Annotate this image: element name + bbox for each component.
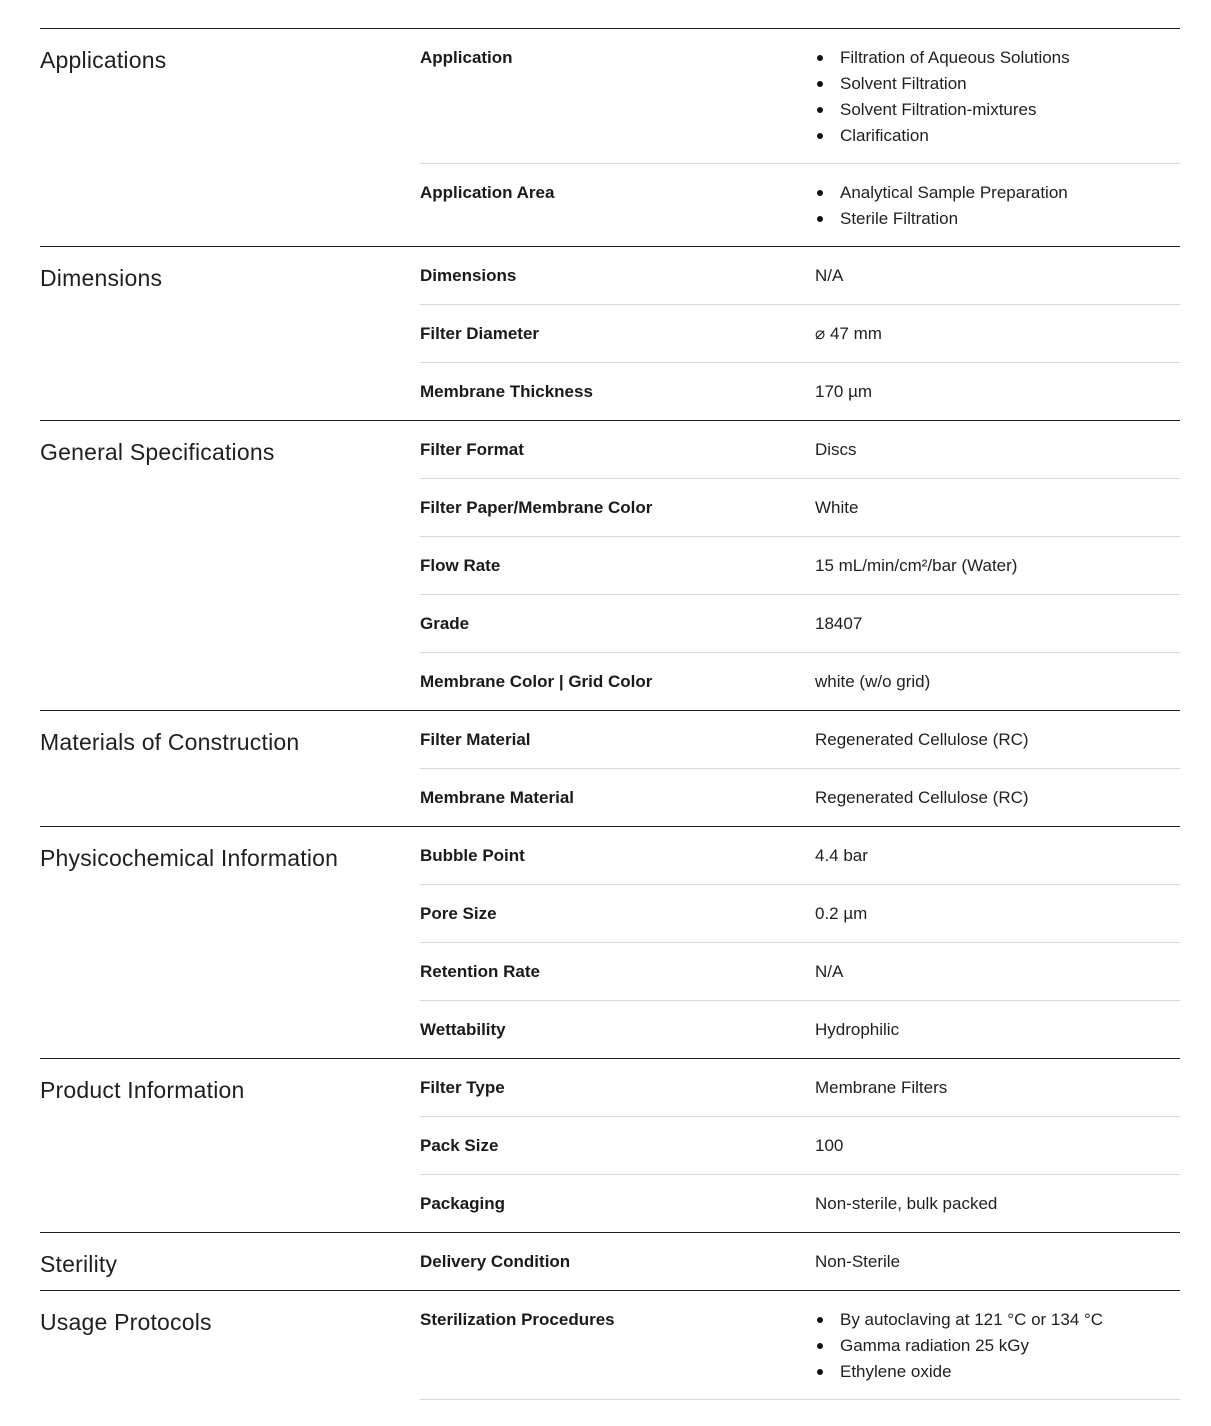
bullet-item: Solvent Filtration-mixtures xyxy=(815,97,1180,123)
spec-row-grade xyxy=(420,594,1180,652)
spec-value: Discs xyxy=(815,440,857,459)
spec-row-retention-rate xyxy=(420,942,1180,1000)
spec-label: Filter Format xyxy=(420,440,524,459)
section-rows xyxy=(420,29,1180,246)
spec-value: white (w/o grid) xyxy=(815,672,931,691)
spec-label: Dimensions xyxy=(420,266,517,285)
spec-value: Regenerated Cellulose (RC) xyxy=(815,788,1029,807)
spec-label: Pack Size xyxy=(420,1136,499,1155)
spec-row-sterilization-procedures xyxy=(420,1291,1180,1400)
specifications-table xyxy=(40,28,1180,1400)
spec-section-applications xyxy=(40,28,1180,246)
spec-row-packaging xyxy=(420,1174,1180,1232)
bullet-item: Analytical Sample Preparation xyxy=(815,180,1180,206)
section-rows xyxy=(420,1233,1180,1290)
spec-label: Application Area xyxy=(420,183,555,202)
spec-section-general-specifications xyxy=(40,420,1180,710)
bullet-item: By autoclaving at 121 °C or 134 °C xyxy=(815,1307,1180,1333)
bullet-item: Solvent Filtration xyxy=(815,71,1180,97)
spec-row-flow-rate xyxy=(420,536,1180,594)
section-rows xyxy=(420,1059,1180,1232)
section-rows xyxy=(420,711,1180,826)
spec-value: N/A xyxy=(815,962,844,981)
spec-section-dimensions xyxy=(40,246,1180,420)
spec-value: 18407 xyxy=(815,614,863,633)
spec-value-list xyxy=(815,48,1180,149)
bullet-item: Sterile Filtration xyxy=(815,206,1180,232)
spec-section-materials-of-construction xyxy=(40,710,1180,826)
spec-row-dimensions xyxy=(420,247,1180,304)
section-title: Dimensions xyxy=(40,265,163,291)
spec-row-delivery-condition xyxy=(420,1233,1180,1290)
spec-row-bubble-point xyxy=(420,827,1180,884)
spec-label: Packaging xyxy=(420,1194,506,1213)
spec-section-product-information xyxy=(40,1058,1180,1232)
section-title: Materials of Construction xyxy=(40,729,300,755)
spec-label: Flow Rate xyxy=(420,556,501,575)
section-rows xyxy=(420,827,1180,1058)
spec-row-wettability xyxy=(420,1000,1180,1058)
section-rows xyxy=(420,421,1180,710)
spec-label: Filter Paper/Membrane Color xyxy=(420,498,653,517)
spec-label: Bubble Point xyxy=(420,846,525,865)
bullet-item: Ethylene oxide xyxy=(815,1359,1180,1385)
spec-row-pack-size xyxy=(420,1116,1180,1174)
spec-label: Grade xyxy=(420,614,470,633)
spec-label: Delivery Condition xyxy=(420,1252,571,1271)
spec-value: Membrane Filters xyxy=(815,1078,948,1097)
spec-value: Non-sterile, bulk packed xyxy=(815,1194,998,1213)
spec-row-membrane-thickness xyxy=(420,362,1180,420)
spec-label: Membrane Color | Grid Color xyxy=(420,672,653,691)
spec-value: N/A xyxy=(815,266,844,285)
spec-value: 4.4 bar xyxy=(815,846,868,865)
spec-row-filter-paper-membrane-color xyxy=(420,478,1180,536)
spec-value: 0.2 µm xyxy=(815,904,868,923)
section-rows xyxy=(420,1291,1180,1400)
section-title: Physicochemical Information xyxy=(40,845,339,871)
section-title: Usage Protocols xyxy=(40,1309,212,1335)
spec-label: Filter Type xyxy=(420,1078,505,1097)
spec-label: Application xyxy=(420,48,513,67)
spec-section-physicochemical-information xyxy=(40,826,1180,1058)
section-title: Sterility xyxy=(40,1251,118,1277)
spec-row-membrane-color-grid-color xyxy=(420,652,1180,710)
spec-value: ⌀ 47 mm xyxy=(815,324,882,343)
spec-row-filter-type xyxy=(420,1059,1180,1116)
section-title: Product Information xyxy=(40,1077,245,1103)
bullet-item: Clarification xyxy=(815,123,1180,149)
spec-label: Filter Diameter xyxy=(420,324,540,343)
spec-row-filter-format xyxy=(420,421,1180,478)
spec-label: Retention Rate xyxy=(420,962,540,981)
spec-label: Filter Material xyxy=(420,730,531,749)
section-title: General Specifications xyxy=(40,439,275,465)
spec-label: Wettability xyxy=(420,1020,506,1039)
bullet-list xyxy=(815,45,1180,149)
spec-label: Membrane Thickness xyxy=(420,382,593,401)
spec-row-pore-size xyxy=(420,884,1180,942)
section-title: Applications xyxy=(40,47,167,73)
spec-label: Membrane Material xyxy=(420,788,574,807)
spec-value: Non-Sterile xyxy=(815,1252,901,1271)
spec-section-usage-protocols xyxy=(40,1290,1180,1400)
spec-section-sterility xyxy=(40,1232,1180,1290)
spec-label: Sterilization Procedures xyxy=(420,1310,615,1329)
spec-value: 100 xyxy=(815,1136,844,1155)
spec-value-list xyxy=(815,183,1180,232)
bullet-item: Filtration of Aqueous Solutions xyxy=(815,45,1180,71)
spec-value: White xyxy=(815,498,859,517)
spec-row-application xyxy=(420,29,1180,163)
section-rows xyxy=(420,247,1180,420)
spec-value: 15 mL/min/cm²/bar (Water) xyxy=(815,556,1018,575)
spec-value-list xyxy=(815,1310,1180,1385)
spec-row-membrane-material xyxy=(420,768,1180,826)
bullet-list xyxy=(815,1307,1180,1385)
spec-value: 170 µm xyxy=(815,382,873,401)
spec-row-application-area xyxy=(420,163,1180,246)
bullet-list xyxy=(815,180,1180,232)
spec-value: Regenerated Cellulose (RC) xyxy=(815,730,1029,749)
spec-row-filter-diameter xyxy=(420,304,1180,362)
spec-row-filter-material xyxy=(420,711,1180,768)
spec-value: Hydrophilic xyxy=(815,1020,900,1039)
spec-label: Pore Size xyxy=(420,904,497,923)
bullet-item: Gamma radiation 25 kGy xyxy=(815,1333,1180,1359)
